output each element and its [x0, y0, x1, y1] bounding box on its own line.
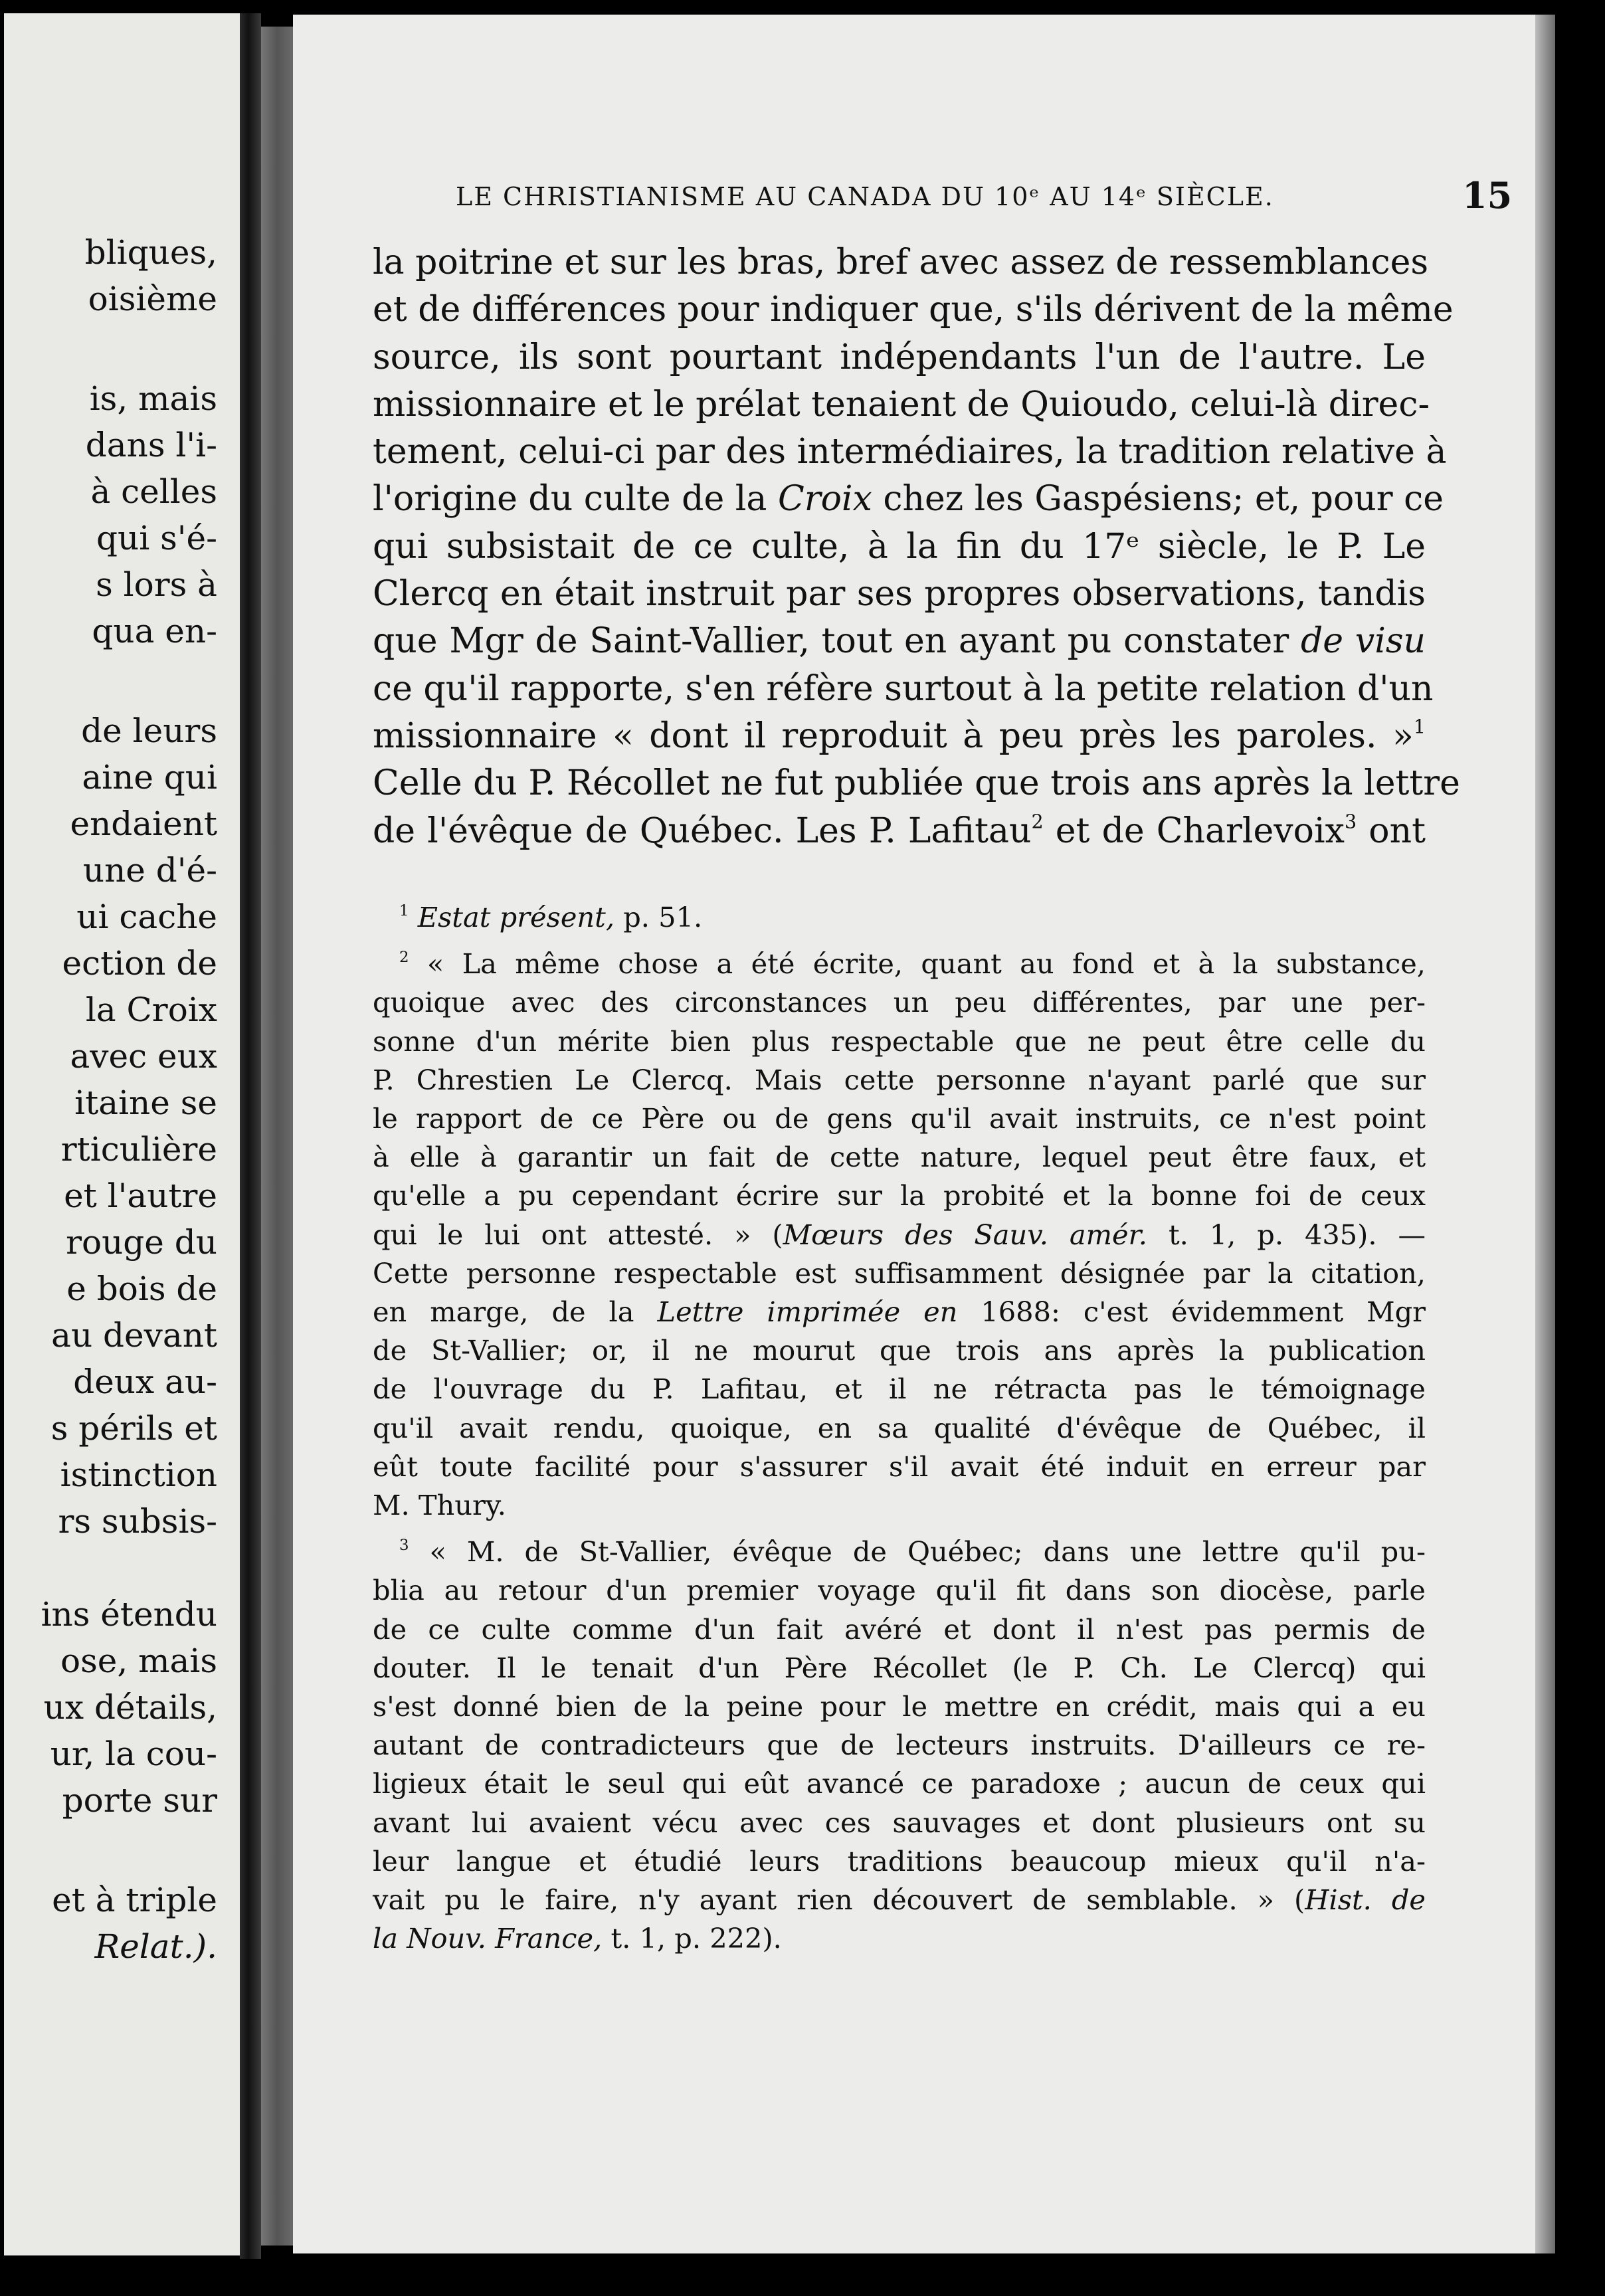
left-page-line: rticulière: [60, 1130, 217, 1169]
footnote-text: p. 51.: [623, 901, 703, 933]
body-line: ce qu'il rapporte, s'en réfère surtout à la petite relation d'un: [373, 668, 1434, 709]
left-page-line: ux détails,: [43, 1688, 217, 1727]
body-line: qui subsistait de ce culte, à la fin du 17ᵉ siècle, le P. Le: [373, 526, 1426, 567]
footnote-3-line: leur langue et étudié leurs traditions beaucoup mieux qu'il n'a-: [373, 1844, 1426, 1877]
footnote-ref: 3: [1344, 810, 1357, 833]
page-edge-shadow: [1535, 15, 1555, 2253]
body-line: [373, 713, 1426, 760]
footnote-ref: 2: [1031, 810, 1044, 833]
page-number: 15: [1462, 174, 1513, 217]
footnote-text: 1688: c'est évidemment Mgr: [981, 1295, 1426, 1329]
left-page-line: de leurs: [81, 712, 217, 750]
footnote-3-line: douter. Il le tenait d'un Père Récollet (le P. Ch. Le Clercq) qui: [373, 1651, 1426, 1684]
body-line: Celle du P. Récollet ne fut publiée que trois ans après la lettre: [373, 763, 1460, 804]
body-line-part: chez les Gaspésiens; et, pour ce: [883, 479, 1444, 520]
footnote-3-line: de ce culte comme d'un fait avéré et dont il n'est pas permis de: [373, 1612, 1426, 1646]
left-page-line: aine qui: [82, 758, 217, 797]
footnote-3-line: avant lui avaient vécu avec ces sauvages et dont plusieurs ont su: [373, 1806, 1426, 1839]
footnote-2-line: Cette personne respectable est suffisamment désignée par la citation,: [373, 1256, 1426, 1290]
footnote-3-line: ligieux était le seul qui eût avancé ce paradoxe ; aucun de ceux qui: [373, 1767, 1426, 1800]
left-page-line: e bois de: [66, 1270, 217, 1308]
footnote-3-line: [373, 1881, 1426, 1919]
left-page-line: s périls et: [50, 1409, 217, 1448]
left-page-line: istinction: [60, 1456, 217, 1494]
footnote-text: t. 1, p. 435). —: [1168, 1218, 1426, 1251]
footnote-number: 1: [399, 902, 409, 919]
footnote-italic: la Nouv. France,: [373, 1922, 603, 1955]
body-line-part: missionnaire « dont il reproduit à peu près les paroles. »: [373, 716, 1414, 756]
body-line-part: ont: [1369, 811, 1426, 851]
left-page-line: ection de: [62, 944, 217, 983]
running-head: LE CHRISTIANISME AU CANADA DU 10ᵉ AU 14ᵉ SIÈCLE.: [456, 182, 1274, 211]
footnote-2-line: qu'il avait rendu, quoique, en sa qualité d'évêque de Québec, il: [373, 1411, 1426, 1444]
footnote-text: « La même chose a été écrite, quant au fond et à la substance,: [426, 947, 1426, 981]
italic-croix: Croix: [777, 479, 872, 520]
left-page-line: deux au-: [73, 1363, 217, 1401]
left-page-line: ins étendu: [41, 1595, 217, 1634]
footnote-italic: Lettre imprimée en: [657, 1295, 958, 1329]
footnote-text: qui le lui ont attesté. » (: [373, 1218, 783, 1251]
footnote-italic: Mœurs des Sauv. amér.: [783, 1218, 1147, 1251]
body-line: missionnaire et le prélat tenaient de Quioudo, celui-là direc-: [373, 384, 1430, 425]
footnote-text: t. 1, p. 222).: [611, 1922, 782, 1955]
body-line-part: de l'évêque de Québec. Les P. Lafitau: [373, 811, 1032, 851]
left-page-line: oisième: [88, 280, 217, 318]
body-line: [373, 476, 1444, 523]
left-page-line: rouge du: [66, 1223, 217, 1262]
left-page-line: itaine se: [74, 1084, 217, 1122]
footnote-3-line: [373, 1533, 1426, 1571]
left-page-line: et à triple: [52, 1881, 217, 1919]
italic-de-visu: de visu: [1300, 621, 1426, 662]
body-line: [373, 618, 1426, 665]
footnote-italic: Estat présent,: [417, 901, 615, 933]
left-page-line: avec eux: [70, 1037, 217, 1076]
footnote-2-line: de St-Vallier; or, il ne mourut que trois ans après la publication: [373, 1334, 1426, 1367]
footnote-italic: Hist. de: [1305, 1883, 1426, 1917]
left-page-line: Relat.).: [94, 1927, 217, 1966]
footnote-2-line: M. Thury.: [373, 1489, 506, 1522]
footnote-text: « M. de St-Vallier, évêque de Québec; dans une lettre qu'il pu-: [429, 1535, 1426, 1569]
left-page-line: endaient: [70, 805, 217, 843]
left-page-line: dans l'i-: [85, 426, 217, 464]
left-page: [4, 13, 240, 2255]
left-page-line: ui cache: [76, 898, 217, 936]
left-page-line: la Croix: [85, 991, 217, 1029]
footnote-2-line: qu'elle a pu cependant écrire sur la probité et la bonne foi de ceux: [373, 1179, 1426, 1212]
left-page-line: à celles: [90, 472, 217, 511]
left-page-line: et l'autre: [64, 1177, 217, 1215]
footnote-2-line: [373, 945, 1426, 983]
footnotes: [373, 898, 1426, 1958]
footnote-3-line: [373, 1919, 1426, 1958]
body-line-part: et de Charlevoix: [1055, 811, 1345, 851]
left-page-line: qua en-: [92, 612, 217, 650]
body-line: et de différences pour indiquer que, s'ils dérivent de la même: [373, 290, 1454, 330]
body-line: tement, celui-ci par des intermédiaires, la tradition relative à: [373, 432, 1447, 472]
left-page-line: rs subsis-: [58, 1502, 217, 1541]
footnote-1: [373, 898, 1426, 937]
footnote-2-line: de l'ouvrage du P. Lafitau, et il ne rétracta pas le témoignage: [373, 1373, 1426, 1406]
body-line: source, ils sont pourtant indépendants l'un de l'autre. Le: [373, 337, 1426, 377]
footnote-3-line: autant de contradicteurs que de lecteurs instruits. D'ailleurs ce re-: [373, 1729, 1426, 1762]
body-line: [373, 808, 1426, 855]
left-page-line: porte sur: [62, 1781, 217, 1820]
footnote-number: 2: [399, 949, 409, 967]
body-text: [373, 239, 1460, 855]
footnote-2-line: quoique avec des circonstances un peu différentes, par une per-: [373, 986, 1426, 1019]
body-line: la poitrine et sur les bras, bref avec assez de ressemblances: [373, 242, 1429, 282]
footnote-2-line: le rapport de ce Père ou de gens qu'il avait instruits, ce n'est point: [373, 1102, 1426, 1135]
left-page-line: une d'é-: [82, 851, 217, 890]
body-line: Clercq en était instruit par ses propres observations, tandis: [373, 574, 1426, 615]
gutter-band: [261, 27, 293, 2246]
left-page-line: bliques,: [84, 233, 217, 272]
left-page-line: s lors à: [96, 565, 217, 604]
left-page-line: ose, mais: [60, 1642, 217, 1680]
left-page-line: ur, la cou-: [50, 1735, 217, 1773]
footnote-2-line: sonne d'un mérite bien plus respectable que ne peut être celle du: [373, 1024, 1426, 1058]
body-line-part: l'origine du culte de la: [373, 479, 767, 520]
footnote-number: 3: [399, 1537, 409, 1555]
footnote-text: en marge, de la: [373, 1295, 634, 1329]
footnote-2-line: P. Chrestien Le Clercq. Mais cette personne n'ayant parlé que sur: [373, 1063, 1426, 1096]
footnote-3-line: s'est donné bien de la peine pour le mettre en crédit, mais qui a eu: [373, 1690, 1426, 1723]
footnote-3-line: blia au retour d'un premier voyage qu'il fit dans son diocèse, parle: [373, 1574, 1426, 1607]
footnote-2-line: à elle à garantir un fait de cette nature, lequel peut être faux, et: [373, 1141, 1426, 1174]
footnote-text: vait pu le faire, n'y ayant rien découvert de semblable. » (: [373, 1883, 1305, 1917]
gutter-shadow: [240, 13, 261, 2259]
left-page-line: qui s'é-: [96, 519, 217, 557]
footnote-2-line: eût toute facilité pour s'assurer s'il avait été induit en erreur par: [373, 1450, 1426, 1483]
body-line-part: que Mgr de Saint-Vallier, tout en ayant pu constater: [373, 621, 1289, 662]
footnote-2-line: [373, 1216, 1426, 1254]
footnote-2-line: [373, 1293, 1426, 1331]
footnote-ref: 1: [1413, 715, 1426, 738]
right-page: [293, 15, 1535, 2253]
left-page-line: is, mais: [89, 379, 217, 418]
left-page-line: au devant: [51, 1316, 217, 1355]
